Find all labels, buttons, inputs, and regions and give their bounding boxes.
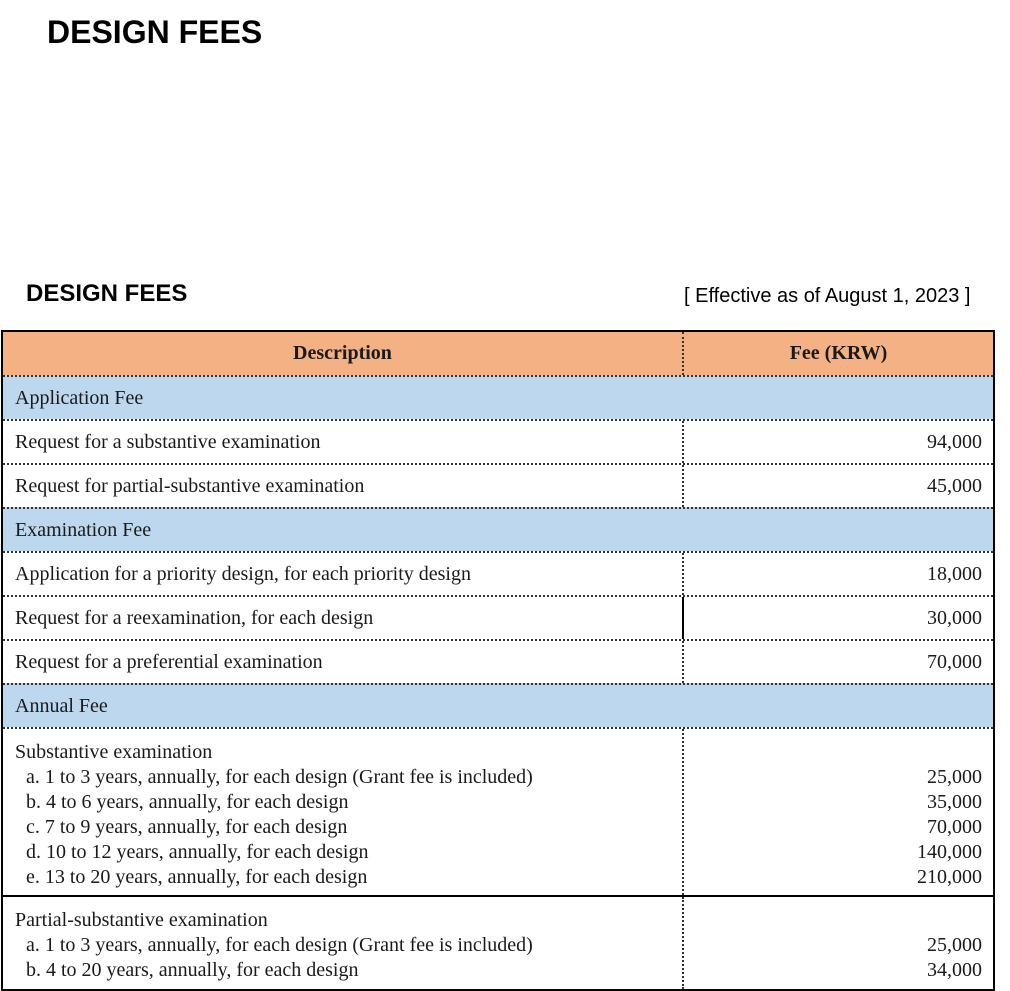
row-description [3, 897, 684, 989]
row-description: Request for a substantive examination [3, 421, 684, 463]
row-fee: 18,000 [927, 562, 982, 585]
row-description [3, 729, 684, 895]
header-fee: Fee (KRW) [789, 342, 888, 364]
sub-item: a. 1 to 3 years, annually, for each design (Grant fee is included) [26, 934, 533, 956]
sub-item: a. 1 to 3 years, annually, for each design (Grant fee is included) [26, 766, 533, 788]
row-fee: 70,000 [927, 650, 982, 673]
row-fee: 45,000 [927, 474, 982, 497]
row-description: Request for a reexamination, for each design [3, 597, 684, 639]
sub-item: b. 4 to 6 years, annually, for each design [26, 791, 349, 813]
table-row [3, 639, 993, 683]
row-description: Request for a preferential examination [3, 641, 684, 683]
sub-fee: 25,000 [927, 766, 982, 788]
row-description: Application for a priority design, for each priority design [3, 553, 684, 595]
section-label: Annual Fee [15, 694, 108, 717]
table-row [3, 419, 993, 463]
row-fee [684, 897, 993, 989]
sub-fee: 25,000 [927, 934, 982, 956]
sub-fee: 70,000 [927, 816, 982, 838]
section-examination-fee [3, 507, 993, 551]
table-row [3, 595, 993, 639]
sub-fee: 34,000 [927, 959, 982, 981]
section-label: Application Fee [15, 386, 144, 409]
row-fee: 30,000 [927, 606, 982, 629]
substantive-examination-row [3, 727, 993, 895]
sub-item: c. 7 to 9 years, annually, for each design [26, 816, 348, 838]
table-title: DESIGN FEES [26, 280, 188, 307]
block-title: Substantive examination [15, 741, 213, 763]
page-title: DESIGN FEES [47, 14, 263, 50]
sub-item: b. 4 to 20 years, annually, for each design [26, 959, 359, 981]
header-description: Description [3, 332, 684, 375]
sub-item: d. 10 to 12 years, annually, for each design [26, 841, 369, 863]
row-description: Request for partial-substantive examination [3, 465, 684, 507]
block-title: Partial-substantive examination [15, 909, 268, 931]
sub-fee: 35,000 [927, 791, 982, 813]
sub-item: e. 13 to 20 years, annually, for each design [26, 866, 368, 888]
row-fee [684, 729, 993, 895]
sub-fee: 140,000 [917, 841, 982, 863]
sub-fee: 210,000 [917, 866, 982, 888]
table-row [3, 551, 993, 595]
effective-date: [ Effective as of August 1, 2023 ] [684, 285, 971, 307]
fee-table [1, 330, 995, 991]
partial-substantive-examination-row [3, 895, 993, 989]
row-fee: 94,000 [927, 430, 982, 453]
section-label: Examination Fee [15, 518, 152, 541]
section-annual-fee [3, 683, 993, 727]
table-row [3, 463, 993, 507]
section-application-fee [3, 375, 993, 419]
table-header-row [3, 332, 993, 375]
